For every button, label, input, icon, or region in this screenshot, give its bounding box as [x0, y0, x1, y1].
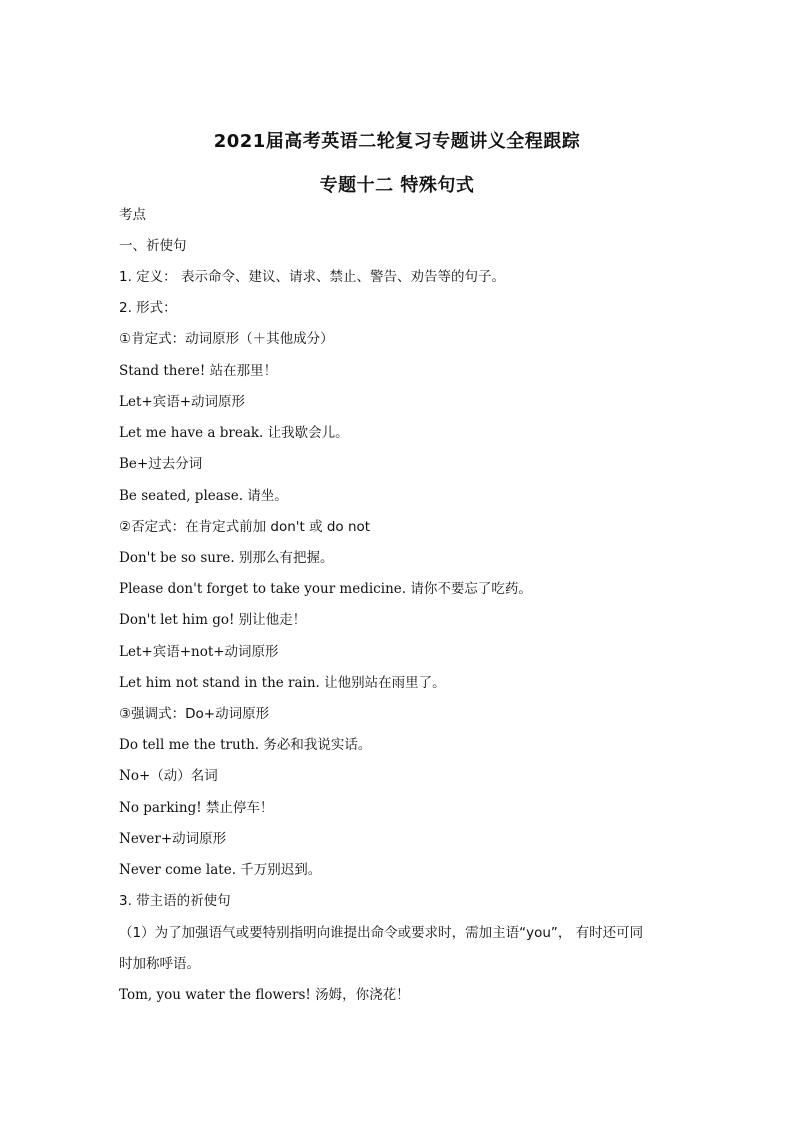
paragraph-line: （1）为了加强语气或要特别指明向谁提出命令或要求时，需加主语“you”， 有时还可同 — [119, 925, 644, 941]
pattern-line: Let+宾语+动词原形 — [119, 394, 246, 410]
document-subtitle: 专题十二 特殊句式 — [319, 175, 475, 196]
example-line: Please don't forget to take your medicine. 请你不要忘了吃药。 — [119, 581, 532, 597]
emphatic-heading: ③强调式：Do+动词原形 — [119, 706, 270, 722]
example-line: Don't be so sure. 别那么有把握。 — [119, 550, 334, 566]
pattern-line: Let+宾语+not+动词原形 — [119, 644, 279, 660]
pattern-line: No+（动）名词 — [119, 768, 218, 784]
paragraph-line: 时加称呼语。 — [119, 956, 200, 972]
example-line: Never come late. 千万别迟到。 — [119, 862, 322, 878]
subject-imperative-heading: 3. 带主语的祈使句 — [119, 893, 231, 909]
form-heading: 2. 形式： — [119, 300, 177, 316]
section-label: 考点 — [119, 207, 146, 223]
section-heading: 一、祈使句 — [119, 238, 187, 254]
example-line: Do tell me the truth. 务必和我说实话。 — [119, 737, 372, 753]
negative-heading: ②否定式：在肯定式前加 don't 或 do not — [119, 519, 371, 535]
definition-line: 1. 定义： 表示命令、建议、请求、禁止、警告、劝告等的句子。 — [119, 269, 505, 285]
example-line: Let me have a break. 让我歇会儿。 — [119, 425, 349, 441]
pattern-line: Be+过去分词 — [119, 456, 203, 472]
example-line: Let him not stand in the rain. 让他别站在雨里了。 — [119, 675, 446, 691]
example-line: Don't let him go! 别让他走！ — [119, 612, 307, 628]
pattern-line: Never+动词原形 — [119, 831, 227, 847]
example-line: Stand there! 站在那里！ — [119, 363, 278, 379]
example-line: Tom, you water the flowers! 汤姆，你浇花！ — [119, 987, 410, 1003]
affirmative-heading: ①肯定式：动词原形（＋其他成分） — [119, 331, 334, 347]
example-line: Be seated, please. 请坐。 — [119, 488, 288, 504]
example-line: No parking! 禁止停车！ — [119, 800, 274, 816]
document-title: 2021届高考英语二轮复习专题讲义全程跟踪 — [213, 131, 581, 152]
